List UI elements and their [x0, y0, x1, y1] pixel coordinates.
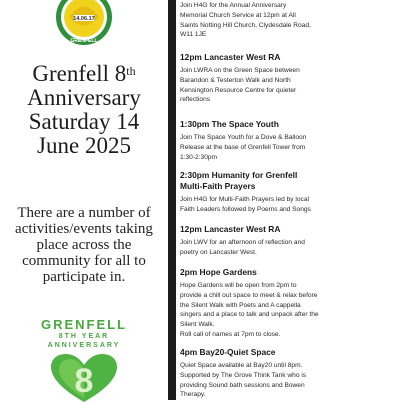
logo-subtitle-2: ANNIVERSARY	[47, 342, 121, 349]
left-column	[0, 0, 168, 400]
heart-icon	[49, 354, 119, 404]
emblem-ring-text: GRENFELL	[70, 38, 98, 44]
title-line-3: Saturday 14	[28, 109, 140, 134]
title-line-1: Grenfell 8th	[32, 61, 136, 86]
event-title: 2pm Hope Gardens	[180, 267, 257, 277]
event-title: 1:30pm The Space Youth	[180, 119, 279, 129]
event-title: 2:30pm Humanity for Grenfell	[180, 170, 298, 180]
logo-title: GRENFELL	[40, 317, 128, 332]
anniversary-logo	[0, 318, 168, 400]
event-multi-faith-prayers	[180, 170, 396, 215]
event-description: Join H4G for the Annual Anniversary Memorial Church Service at 12pm at All Saints Notting Hill Church, Clydesdale Road, W11 1JE	[180, 2, 311, 39]
title-line-2: Anniversary	[27, 85, 141, 110]
event-description: Quiet Space available at Bay20 until 8pm. Supported by The Grove Think Tank who is providing Sound bath sessions and Bowen Therapy.	[180, 362, 307, 399]
intro-text: There are a number of activities/events taking place across the community for all to participate in.	[15, 205, 153, 285]
event-church-service	[180, 0, 396, 40]
event-title: 12pm Lancaster West RA	[180, 224, 281, 234]
memorial-emblem	[55, 0, 113, 46]
title-line-4: June 2025	[37, 133, 131, 158]
event-lwra-green-space	[180, 52, 396, 105]
event-space-youth	[180, 119, 396, 162]
event-description: Join LWRA on the Green Space between Barandon & Testerton Walk and North Kensington Resource Centre for quieter reflections	[180, 67, 300, 104]
event-hope-gardens	[180, 267, 396, 340]
event-description: Join LWV for an afternoon of reflection and poetry on Lancaster West.	[180, 239, 305, 256]
column-divider	[168, 0, 176, 400]
event-lwv-poetry	[180, 224, 396, 258]
logo-number: 8	[74, 362, 94, 400]
emblem-icon	[55, 0, 113, 46]
event-title: 12pm Lancaster West RA	[180, 52, 281, 62]
event-title-line-2: Multi-Faith Prayers	[180, 181, 256, 191]
event-description: Join The Space Youth for a Dove & Balloon Release at the base of Grenfell Tower from 1:30-2:30pm	[180, 134, 307, 161]
page-title	[0, 62, 168, 158]
event-description: Join H4G for Multi-Faith Prayers led by local Faith Leaders followed by Poems and Songs	[180, 196, 311, 213]
event-bay20-quiet-space	[180, 347, 396, 400]
event-title: 4pm Bay20-Quiet Space	[180, 347, 276, 357]
emblem-date: 14.06.17	[73, 16, 95, 22]
event-description: Hope Gardens will be open from 2pm to provide a chill out space to meet & relax before the Silent Walk with Poets and A cappella singers and a place to talk and unpack after the Silent Walk. Roll call of names at 7pm to close.	[180, 282, 319, 338]
events-column	[180, 0, 396, 400]
logo-subtitle-1: 8TH YEAR	[58, 333, 110, 340]
